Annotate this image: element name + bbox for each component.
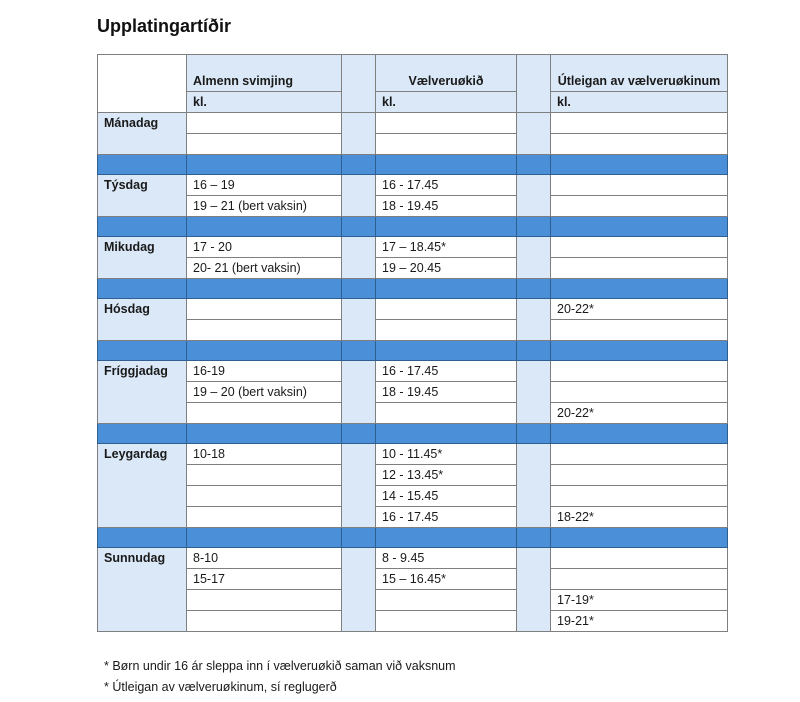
wellness-rental-time: 18-22* bbox=[551, 507, 728, 528]
general-swimming-time: 19 – 20 (bert vaksin) bbox=[187, 382, 342, 403]
band-cell bbox=[187, 217, 342, 237]
separator-column bbox=[342, 175, 376, 217]
band-cell bbox=[342, 341, 376, 361]
band-cell bbox=[187, 341, 342, 361]
general-swimming-time: 15-17 bbox=[187, 569, 342, 590]
general-swimming-time bbox=[187, 590, 342, 611]
day-separator-band bbox=[98, 424, 728, 444]
table-row bbox=[98, 486, 728, 507]
separator-column bbox=[342, 113, 376, 155]
wellness-rental-time: 19-21* bbox=[551, 611, 728, 632]
wellness-area-time bbox=[376, 299, 517, 320]
table-row bbox=[98, 196, 728, 217]
wellness-rental-time: 17-19* bbox=[551, 590, 728, 611]
separator-column bbox=[342, 237, 376, 279]
footnotes bbox=[104, 656, 456, 698]
wellness-rental-time bbox=[551, 444, 728, 465]
header-wellness-area: Vælveruøkið bbox=[376, 55, 517, 92]
band-cell bbox=[98, 424, 187, 444]
band-cell bbox=[517, 217, 551, 237]
wellness-rental-time bbox=[551, 237, 728, 258]
table-row bbox=[98, 299, 728, 320]
band-cell bbox=[342, 155, 376, 175]
band-cell bbox=[517, 155, 551, 175]
wellness-area-time: 16 - 17.45 bbox=[376, 507, 517, 528]
wellness-area-time: 16 - 17.45 bbox=[376, 361, 517, 382]
wellness-area-time bbox=[376, 113, 517, 134]
band-cell bbox=[98, 217, 187, 237]
separator-column bbox=[517, 237, 551, 279]
band-cell bbox=[376, 341, 517, 361]
general-swimming-time: 19 – 21 (bert vaksin) bbox=[187, 196, 342, 217]
table-row bbox=[98, 361, 728, 382]
separator-column bbox=[342, 444, 376, 528]
day-separator-band bbox=[98, 528, 728, 548]
separator-column bbox=[517, 361, 551, 424]
header-row bbox=[98, 55, 728, 92]
table-row bbox=[98, 113, 728, 134]
band-cell bbox=[376, 155, 517, 175]
general-swimming-time bbox=[187, 134, 342, 155]
table-row bbox=[98, 258, 728, 279]
day-label: Mánadag bbox=[98, 113, 187, 155]
general-swimming-time bbox=[187, 113, 342, 134]
table-row bbox=[98, 237, 728, 258]
band-cell bbox=[98, 341, 187, 361]
wellness-area-time: 17 – 18.45* bbox=[376, 237, 517, 258]
band-cell bbox=[517, 341, 551, 361]
band-cell bbox=[517, 528, 551, 548]
separator-column bbox=[342, 55, 376, 113]
day-separator-band bbox=[98, 155, 728, 175]
general-swimming-time bbox=[187, 403, 342, 424]
separator-column bbox=[342, 299, 376, 341]
day-label: Leygardag bbox=[98, 444, 187, 528]
band-cell bbox=[517, 279, 551, 299]
separator-column bbox=[517, 548, 551, 632]
general-swimming-time bbox=[187, 299, 342, 320]
band-cell bbox=[187, 155, 342, 175]
wellness-area-time: 18 - 19.45 bbox=[376, 196, 517, 217]
subheader-time-col2: kl. bbox=[376, 92, 517, 113]
schedule-table bbox=[97, 54, 728, 632]
wellness-rental-time bbox=[551, 548, 728, 569]
wellness-rental-time: 20-22* bbox=[551, 299, 728, 320]
table-row bbox=[98, 134, 728, 155]
day-separator-band bbox=[98, 341, 728, 361]
header-wellness-rental: Útleigan av vælveruøkinum bbox=[551, 55, 728, 92]
wellness-rental-time bbox=[551, 113, 728, 134]
band-cell bbox=[376, 279, 517, 299]
separator-column bbox=[517, 175, 551, 217]
wellness-rental-time bbox=[551, 134, 728, 155]
band-cell bbox=[517, 424, 551, 444]
separator-column bbox=[517, 444, 551, 528]
general-swimming-time: 17 - 20 bbox=[187, 237, 342, 258]
band-cell bbox=[187, 528, 342, 548]
general-swimming-time bbox=[187, 465, 342, 486]
table-row bbox=[98, 590, 728, 611]
wellness-rental-time bbox=[551, 486, 728, 507]
general-swimming-time: 10-18 bbox=[187, 444, 342, 465]
day-label: Hósdag bbox=[98, 299, 187, 341]
band-cell bbox=[342, 217, 376, 237]
wellness-area-time: 15 – 16.45* bbox=[376, 569, 517, 590]
wellness-area-time bbox=[376, 611, 517, 632]
separator-column bbox=[342, 361, 376, 424]
separator-column bbox=[517, 113, 551, 155]
wellness-rental-time bbox=[551, 258, 728, 279]
subheader-time-col3: kl. bbox=[551, 92, 728, 113]
day-label: Sunnudag bbox=[98, 548, 187, 632]
table-row bbox=[98, 175, 728, 196]
wellness-rental-time bbox=[551, 196, 728, 217]
day-label: Mikudag bbox=[98, 237, 187, 279]
general-swimming-time: 16-19 bbox=[187, 361, 342, 382]
band-cell bbox=[187, 424, 342, 444]
table-row bbox=[98, 320, 728, 341]
band-cell bbox=[98, 155, 187, 175]
day-separator-band bbox=[98, 279, 728, 299]
page-title: Upplatingartíðir bbox=[97, 16, 231, 36]
band-cell bbox=[376, 217, 517, 237]
wellness-area-time: 10 - 11.45* bbox=[376, 444, 517, 465]
wellness-area-time: 16 - 17.45 bbox=[376, 175, 517, 196]
band-cell bbox=[187, 279, 342, 299]
table-row bbox=[98, 382, 728, 403]
footnote-children: * Børn undir 16 ár sleppa inn í vælveruøkið saman við vaksnum bbox=[104, 659, 456, 673]
wellness-area-time bbox=[376, 403, 517, 424]
wellness-area-time: 19 – 20.45 bbox=[376, 258, 517, 279]
wellness-rental-time: 20-22* bbox=[551, 403, 728, 424]
band-cell bbox=[551, 528, 728, 548]
wellness-rental-time bbox=[551, 569, 728, 590]
separator-column bbox=[342, 548, 376, 632]
band-cell bbox=[551, 424, 728, 444]
table-row bbox=[98, 507, 728, 528]
general-swimming-time: 8-10 bbox=[187, 548, 342, 569]
separator-column bbox=[517, 299, 551, 341]
general-swimming-time bbox=[187, 320, 342, 341]
band-cell bbox=[376, 424, 517, 444]
wellness-area-time: 12 - 13.45* bbox=[376, 465, 517, 486]
day-label: Fríggjadag bbox=[98, 361, 187, 424]
band-cell bbox=[342, 528, 376, 548]
header-general-swimming: Almenn svimjing bbox=[187, 55, 342, 92]
wellness-rental-time bbox=[551, 361, 728, 382]
band-cell bbox=[551, 279, 728, 299]
wellness-area-time bbox=[376, 134, 517, 155]
general-swimming-time bbox=[187, 611, 342, 632]
wellness-area-time: 18 - 19.45 bbox=[376, 382, 517, 403]
general-swimming-time bbox=[187, 486, 342, 507]
table-row bbox=[98, 611, 728, 632]
band-cell bbox=[551, 155, 728, 175]
band-cell bbox=[551, 217, 728, 237]
wellness-area-time: 8 - 9.45 bbox=[376, 548, 517, 569]
wellness-area-time: 14 - 15.45 bbox=[376, 486, 517, 507]
general-swimming-time bbox=[187, 507, 342, 528]
band-cell bbox=[98, 279, 187, 299]
general-swimming-time: 16 – 19 bbox=[187, 175, 342, 196]
wellness-area-time bbox=[376, 320, 517, 341]
wellness-rental-time bbox=[551, 382, 728, 403]
footnote-rental: * Útleigan av vælveruøkinum, sí reglugerð bbox=[104, 680, 337, 694]
wellness-area-time bbox=[376, 590, 517, 611]
wellness-rental-time bbox=[551, 465, 728, 486]
band-cell bbox=[376, 528, 517, 548]
subheader-time-col1: kl. bbox=[187, 92, 342, 113]
band-cell bbox=[342, 279, 376, 299]
separator-column bbox=[517, 55, 551, 113]
band-cell bbox=[342, 424, 376, 444]
general-swimming-time: 20- 21 (bert vaksin) bbox=[187, 258, 342, 279]
subheader-row bbox=[98, 92, 728, 113]
day-separator-band bbox=[98, 217, 728, 237]
wellness-rental-time bbox=[551, 175, 728, 196]
table-row bbox=[98, 444, 728, 465]
day-label: Týsdag bbox=[98, 175, 187, 217]
corner-cell bbox=[98, 55, 187, 113]
table-row bbox=[98, 548, 728, 569]
table-row bbox=[98, 569, 728, 590]
wellness-rental-time bbox=[551, 320, 728, 341]
table-row bbox=[98, 403, 728, 424]
band-cell bbox=[98, 528, 187, 548]
band-cell bbox=[551, 341, 728, 361]
table-row bbox=[98, 465, 728, 486]
